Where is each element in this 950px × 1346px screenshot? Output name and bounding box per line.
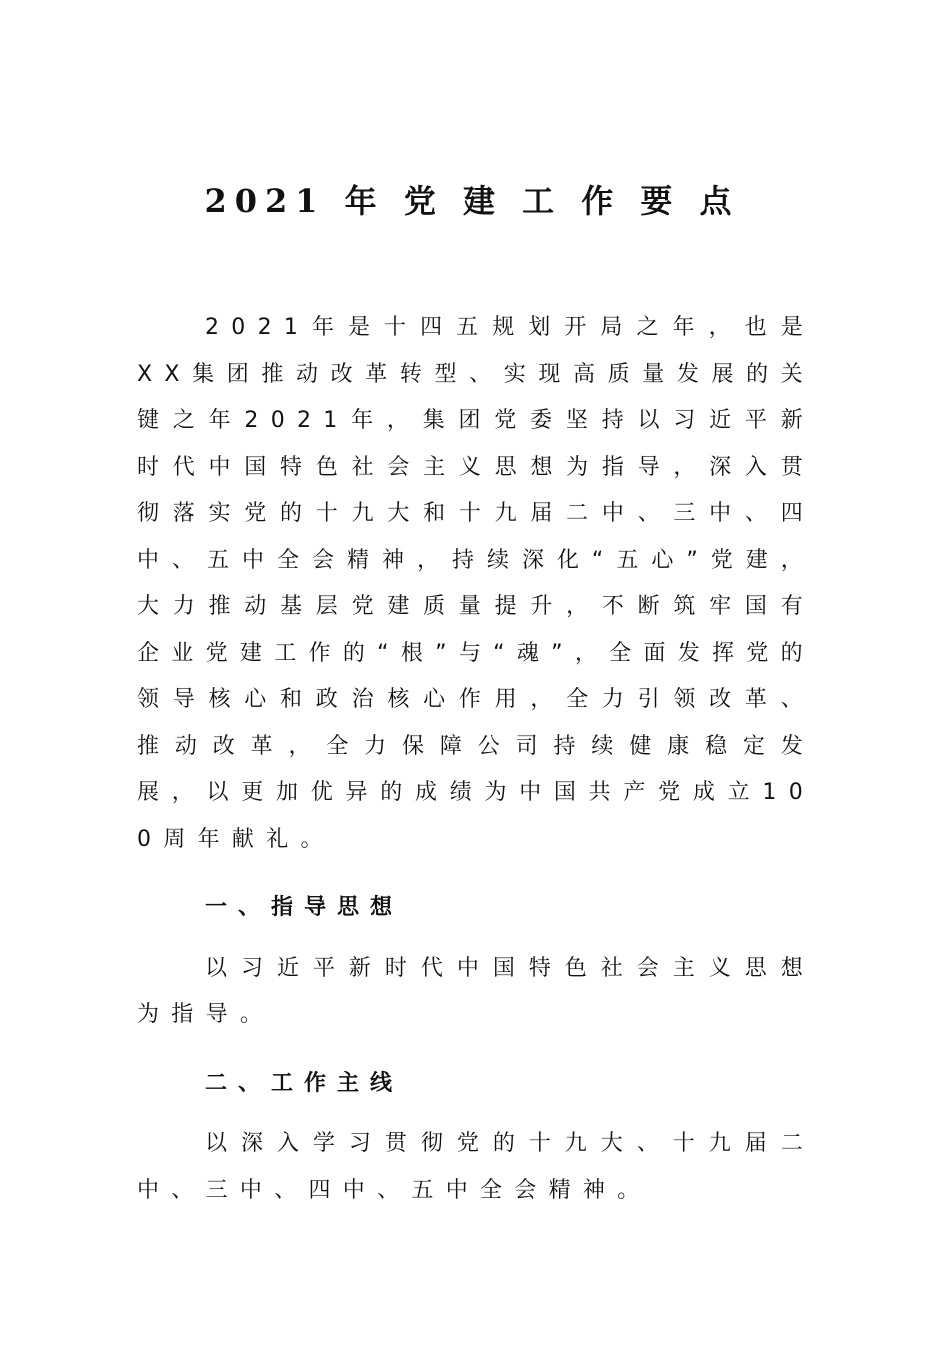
section-body-guiding-ideology: 以习近平新时代中国特色社会主义思想为指导。 — [137, 955, 815, 1027]
document-body — [137, 305, 815, 1214]
section-body-work-mainline: 以深入学习贯彻党的十九大、十九届二中、三中、四中、五中全会精神。 — [137, 1131, 815, 1203]
spacer — [137, 932, 815, 946]
intro-paragraph: 2021年是十四五规划开局之年，也是XX集团推动改革转型、实现高质量发展的关键之年2021年，集团党委坚持以习近平新时代中国特色社会主义思想为指导，深入贯彻落实党的十九大和十九届二中、三中、四中、五中全会精神，持续深化“五心”党建，大力推动基层党建质量提升，不断筑牢国有企业党建工作的“根”与“魂”，全面发挥党的领导核心和政治核心作用，全力引领改革、推动改革，全力保障公司持续健康稳定发展，以更加优异的成绩为中国共产党成立100周年献礼。 — [137, 315, 815, 852]
spacer — [137, 1039, 815, 1061]
spacer — [137, 1107, 815, 1121]
document-title: 2021 年 党 建 工 作 要 点 — [204, 182, 740, 220]
section-heading-work-mainline: 二、工作主线 — [205, 1070, 404, 1096]
section-heading-guiding-ideology: 一、指导思想 — [205, 895, 404, 920]
spacer — [137, 863, 815, 885]
